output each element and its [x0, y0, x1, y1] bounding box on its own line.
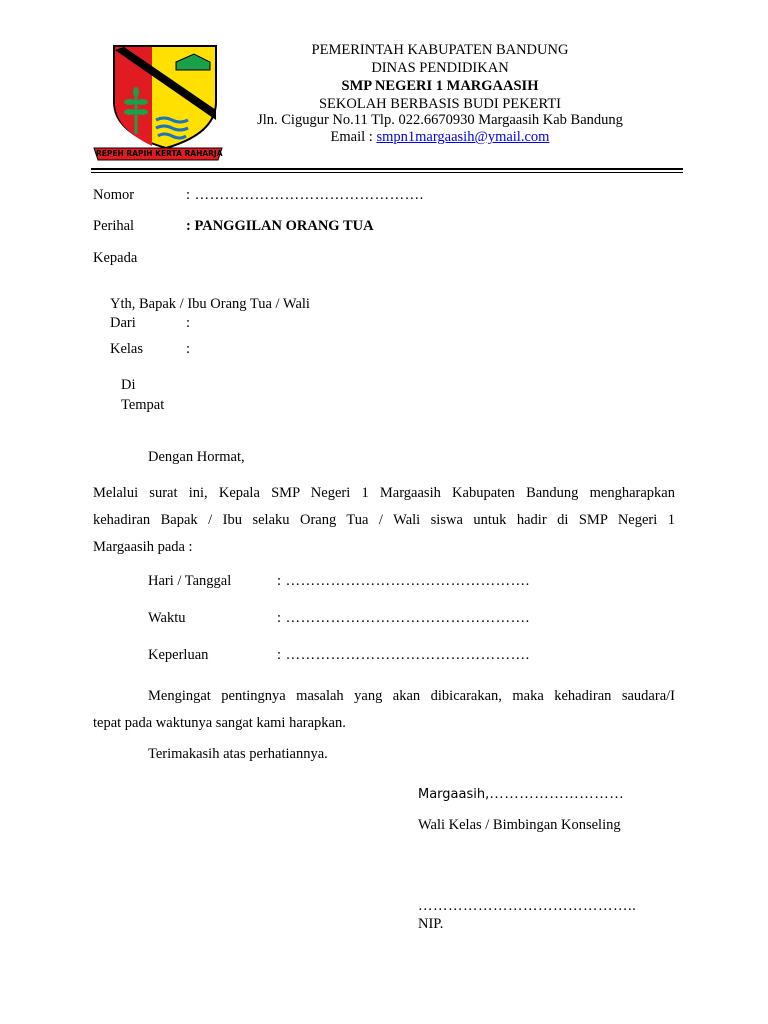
letterhead-school-name: SMP NEGERI 1 MARGAASIH — [341, 78, 539, 94]
kelas-value: : — [186, 341, 191, 357]
closing-thanks: Terimakasih atas perhatiannya. — [148, 746, 328, 762]
letterhead-department: DINAS PENDIDIKAN — [371, 60, 509, 76]
waktu-value: : …………………………………………. — [277, 610, 530, 626]
letterhead-divider-thin — [91, 172, 683, 173]
signature-name-dots: …………………………………….. — [418, 898, 637, 914]
dari-label: Dari — [110, 315, 136, 331]
kelas-label: Kelas — [110, 341, 144, 357]
email-link[interactable]: smpn1margaasih@ymail.com — [376, 129, 550, 145]
nomor-value: : ………………………………………. — [186, 187, 424, 203]
greeting: Dengan Hormat, — [148, 449, 245, 465]
paragraph-1-line-2: kehadiran Bapak / Ibu selaku Orang Tua / Wali siswa untuk hadir di SMP Negeri 1 — [93, 512, 675, 528]
waktu-label: Waktu — [148, 610, 186, 626]
letterhead-address: Jln. Cigugur No.11 Tlp. 022.6670930 Margaasih Kab Bandung — [257, 112, 623, 128]
perihal-label: Perihal — [93, 218, 135, 234]
letterhead-email-line — [160, 128, 720, 146]
hari-label: Hari / Tanggal — [148, 573, 232, 589]
keperluan-value: : …………………………………………. — [277, 647, 530, 663]
signature-place: Margaasih, — [418, 787, 490, 802]
letterhead-block — [0, 0, 768, 170]
paragraph-1-line-1: Melalui surat ini, Kepala SMP Negeri 1 Margaasih Kabupaten Bandung mengharapkan — [93, 485, 675, 501]
dari-value: : — [186, 315, 191, 331]
signature-place-date — [418, 786, 624, 803]
signature-nip: NIP. — [418, 916, 444, 932]
hari-value: : …………………………………………. — [277, 573, 530, 589]
letterhead-divider-thick — [91, 168, 683, 170]
signature-title: Wali Kelas / Bimbingan Konseling — [418, 817, 621, 833]
keperluan-label: Keperluan — [148, 647, 209, 663]
paragraph-2-line-1: Mengingat pentingnya masalah yang akan dibicarakan, maka kehadiran saudara/I — [148, 688, 675, 704]
kepada-label: Kepada — [93, 250, 138, 266]
email-label: Email : — [330, 129, 377, 145]
perihal-value: : PANGGILAN ORANG TUA — [186, 218, 374, 234]
signature-date-dots: ……………………… — [489, 786, 625, 802]
recipient-di: Di — [121, 377, 136, 393]
letterhead-tagline: SEKOLAH BERBASIS BUDI PEKERTI — [318, 96, 562, 112]
paragraph-2-line-2: tepat pada waktunya sangat kami harapkan. — [93, 715, 346, 731]
paragraph-1 — [93, 480, 675, 561]
recipient-yth: Yth, Bapak / Ibu Orang Tua / Wali — [110, 296, 310, 312]
paragraph-1-line-3: Margaasih pada : — [93, 539, 193, 555]
recipient-tempat: Tempat — [121, 397, 165, 413]
logo-motto: REPEH RAPIH KERTA RAHARJA — [96, 149, 223, 158]
letterhead-government: PEMERINTAH KABUPATEN BANDUNG — [311, 42, 569, 58]
paragraph-2 — [93, 683, 675, 737]
nomor-label: Nomor — [93, 187, 135, 203]
